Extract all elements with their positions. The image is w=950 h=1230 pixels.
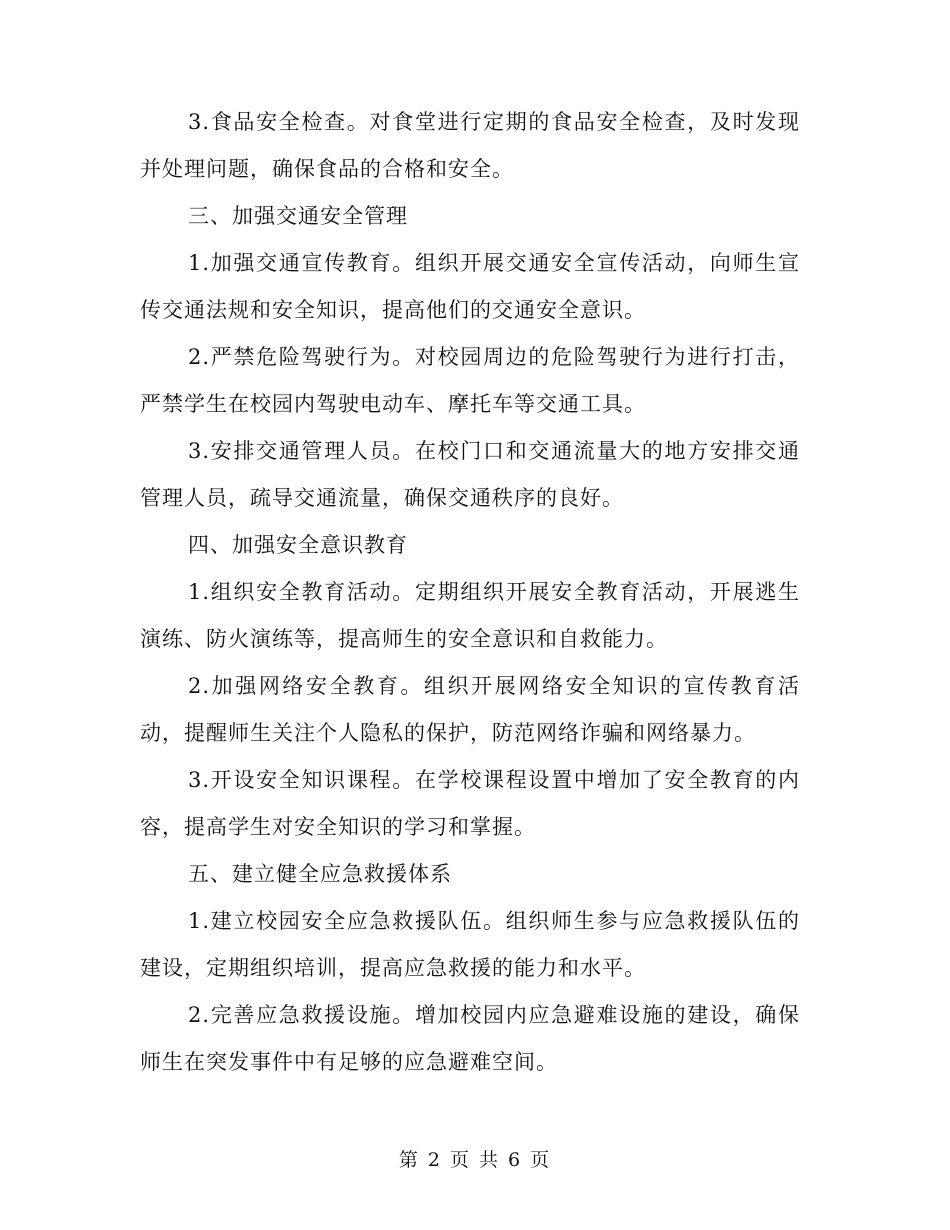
section-heading-safety-awareness: 四、加强安全意识教育 [188, 533, 408, 557]
section-heading-traffic-safety: 三、加强交通安全管理 [188, 204, 408, 228]
section-heading-emergency-rescue: 五、建立健全应急救援体系 [188, 862, 452, 886]
paragraph-safety-activities: 1.组织安全教育活动。定期组织开展安全教育活动，开展逃生演练、防火演练等，提高师生的安全意识和自救能力。 [140, 580, 800, 651]
paragraph-ban-dangerous-driving: 2.严禁危险驾驶行为。对校园周边的危险驾驶行为进行打击，严禁学生在校园内驾驶电动车、摩托车等交通工具。 [140, 345, 800, 416]
paragraph-traffic-education: 1.加强交通宣传教育。组织开展交通安全宣传活动，向师生宣传交通法规和安全知识，提高他们的交通安全意识。 [140, 251, 800, 322]
paragraph-rescue-facilities: 2.完善应急救援设施。增加校园内应急避难设施的建设，确保师生在突发事件中有足够的应急避难空间。 [140, 1003, 800, 1074]
paragraph-food-safety-inspection: 3.食品安全检查。对食堂进行定期的食品安全检查，及时发现并处理问题，确保食品的合格和安全。 [140, 110, 800, 181]
document-body [140, 99, 800, 1086]
paragraph-safety-courses: 3.开设安全知识课程。在学校课程设置中增加了安全教育的内容，提高学生对安全知识的学习和掌握。 [140, 768, 800, 839]
page-number-footer: 第 2 页 共 6 页 [398, 1149, 552, 1171]
paragraph-rescue-team: 1.建立校园安全应急救援队伍。组织师生参与应急救援队伍的建设，定期组织培训，提高应急救援的能力和水平。 [140, 909, 800, 980]
paragraph-network-safety: 2.加强网络安全教育。组织开展网络安全知识的宣传教育活动，提醒师生关注个人隐私的保护，防范网络诈骗和网络暴力。 [140, 674, 800, 745]
paragraph-traffic-staff: 3.安排交通管理人员。在校门口和交通流量大的地方安排交通管理人员，疏导交通流量，确保交通秩序的良好。 [140, 439, 800, 510]
